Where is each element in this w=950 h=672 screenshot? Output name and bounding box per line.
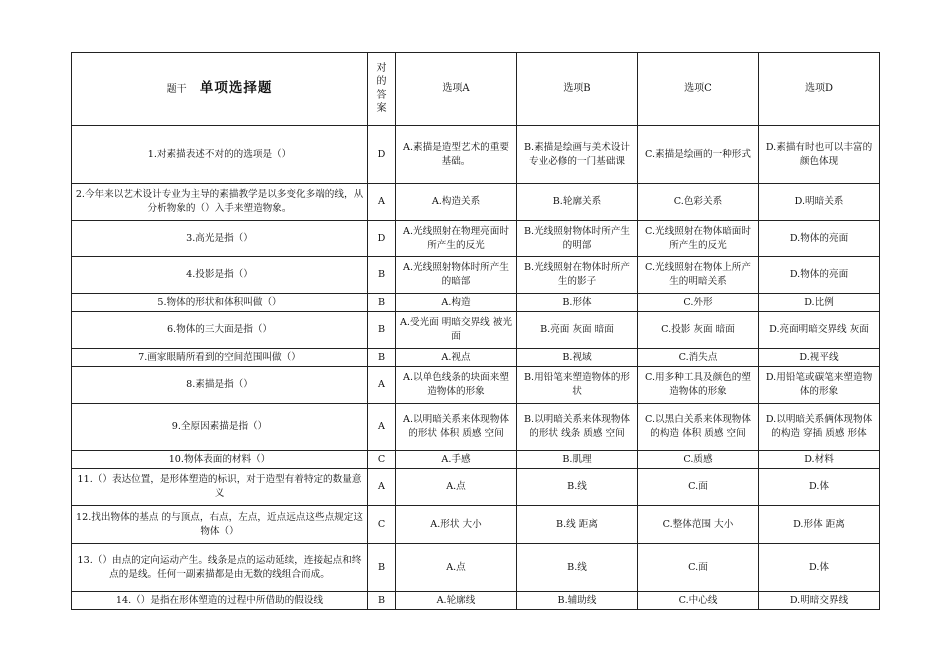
- header-answer: [368, 53, 396, 126]
- option-c: C.消失点: [638, 349, 759, 367]
- option-b: B.线: [517, 469, 638, 506]
- correct-answer: C: [368, 506, 396, 544]
- table-row: [72, 367, 880, 404]
- table-row: [72, 349, 880, 367]
- option-c: C.外形: [638, 294, 759, 312]
- option-d: D.体: [759, 469, 880, 506]
- option-b: B.轮廓关系: [517, 184, 638, 221]
- table-row: [72, 257, 880, 294]
- option-a: A.以单色线条的块面来塑造物体的形象: [396, 367, 517, 404]
- option-c: C.投影 灰面 暗面: [638, 312, 759, 349]
- option-c: C.光线照射在物体暗面时所产生的反光: [638, 221, 759, 257]
- option-c: C.素描是绘画的一种形式: [638, 126, 759, 184]
- question-stem: 1.对素描表述不对的的选项是（）: [72, 126, 368, 184]
- header-option-a: 选项A: [396, 53, 517, 126]
- question-stem: 8.素描是指（）: [72, 367, 368, 404]
- table-row: [72, 221, 880, 257]
- stem-label: 题干: [166, 84, 187, 96]
- option-a: A.素描是造型艺术的重要基础。: [396, 126, 517, 184]
- option-a: A.形状 大小: [396, 506, 517, 544]
- option-d: D.用铅笔或碳笔来塑造物体的形象: [759, 367, 880, 404]
- correct-answer: D: [368, 221, 396, 257]
- option-a: A.光线照射物体时所产生的暗部: [396, 257, 517, 294]
- correct-answer: B: [368, 592, 396, 610]
- option-a: A.光线照射在物理亮面时所产生的反光: [396, 221, 517, 257]
- option-d: D.材料: [759, 451, 880, 469]
- option-d: D.以明暗关系俩体现物体的构造 穿插 质感 形体: [759, 404, 880, 451]
- correct-answer: B: [368, 349, 396, 367]
- table-row: [72, 506, 880, 544]
- header-stem: [72, 53, 368, 126]
- question-stem: 6.物体的三大面是指（）: [72, 312, 368, 349]
- correct-answer: A: [368, 404, 396, 451]
- question-stem: 14.（）是指在形体塑造的过程中所借助的假设线: [72, 592, 368, 610]
- header-option-c: 选项C: [638, 53, 759, 126]
- option-b: B.线 距离: [517, 506, 638, 544]
- option-a: A.视点: [396, 349, 517, 367]
- option-c: C.以黑白关系来体现物体的构造 体积 质感 空间: [638, 404, 759, 451]
- option-d: D.比例: [759, 294, 880, 312]
- question-stem: 13.（）由点的定向运动产生。线条是点的运动延续，连接起点和终点的是线。任何一副素描都是由无数的线组合而成。: [72, 544, 368, 592]
- header-option-d: 选项D: [759, 53, 880, 126]
- correct-answer: D: [368, 126, 396, 184]
- table-row: [72, 312, 880, 349]
- option-a: A.构造: [396, 294, 517, 312]
- option-b: B.以明暗关系来体现物体的形状 线条 质感 空间: [517, 404, 638, 451]
- option-a: A.点: [396, 469, 517, 506]
- question-sheet: [71, 52, 879, 610]
- question-stem: 10.物体表面的材料（）: [72, 451, 368, 469]
- correct-answer: B: [368, 257, 396, 294]
- option-a: A.手感: [396, 451, 517, 469]
- option-d: D.明暗关系: [759, 184, 880, 221]
- option-a: A.轮廓线: [396, 592, 517, 610]
- option-d: D.体: [759, 544, 880, 592]
- correct-answer: A: [368, 469, 396, 506]
- option-c: C.质感: [638, 451, 759, 469]
- correct-answer: B: [368, 312, 396, 349]
- option-b: B.用铅笔来塑造物体的形状: [517, 367, 638, 404]
- question-stem: 2.今年来以艺术设计专业为主导的素描教学是以多变化多端的线，从分析物象的（）入手来塑造物象。: [72, 184, 368, 221]
- correct-answer: C: [368, 451, 396, 469]
- question-stem: 9.全原因素描是指（）: [72, 404, 368, 451]
- question-stem: 7.画家眼睛所看到的空间范围叫做（）: [72, 349, 368, 367]
- option-d: D.明暗交界线: [759, 592, 880, 610]
- option-b: B.形体: [517, 294, 638, 312]
- option-d: D.素描有时也可以丰富的颜色体现: [759, 126, 880, 184]
- correct-answer: A: [368, 184, 396, 221]
- header-option-b: 选项B: [517, 53, 638, 126]
- question-stem: 3.高光是指（）: [72, 221, 368, 257]
- table-row: [72, 592, 880, 610]
- table-row: [72, 404, 880, 451]
- option-a: A.点: [396, 544, 517, 592]
- option-c: C.用多种工具及颜色的塑造物体的形象: [638, 367, 759, 404]
- table-row: [72, 451, 880, 469]
- option-b: B.光线照射在物体时所产生的影子: [517, 257, 638, 294]
- header-row: [72, 53, 880, 126]
- table-row: [72, 294, 880, 312]
- choice-table: [71, 52, 880, 610]
- option-d: D.亮面明暗交界线 灰面: [759, 312, 880, 349]
- question-stem: 4.投影是指（）: [72, 257, 368, 294]
- option-c: C.光线照射在物体上所产生的明暗关系: [638, 257, 759, 294]
- answer-column-label: 对的答案: [376, 62, 387, 114]
- question-stem: 11.（）表达位置，是形体塑造的标识，对于造型有着特定的数量意义: [72, 469, 368, 506]
- table-row: [72, 469, 880, 506]
- option-d: D.视平线: [759, 349, 880, 367]
- option-b: B.素描是绘画与美术设计专业必修的一门基础课: [517, 126, 638, 184]
- correct-answer: A: [368, 367, 396, 404]
- option-a: A.构造关系: [396, 184, 517, 221]
- table-row: [72, 184, 880, 221]
- option-b: B.视域: [517, 349, 638, 367]
- option-d: D.物体的亮面: [759, 221, 880, 257]
- option-b: B.亮面 灰面 暗面: [517, 312, 638, 349]
- question-stem: 12.找出物体的基点 的与顶点，右点，左点，近点远点这些点规定这物体（）: [72, 506, 368, 544]
- option-a: A.以明暗关系来体现物体的形状 体积 质感 空间: [396, 404, 517, 451]
- option-c: C.中心线: [638, 592, 759, 610]
- option-c: C.色彩关系: [638, 184, 759, 221]
- option-c: C.整体范围 大小: [638, 506, 759, 544]
- option-b: B.光线照射物体时所产生的明部: [517, 221, 638, 257]
- section-title: 单项选择题: [199, 80, 273, 97]
- option-b: B.肌理: [517, 451, 638, 469]
- option-b: B.辅助线: [517, 592, 638, 610]
- table-row: [72, 544, 880, 592]
- option-d: D.物体的亮面: [759, 257, 880, 294]
- question-stem: 5.物体的形状和体积叫做（）: [72, 294, 368, 312]
- correct-answer: B: [368, 544, 396, 592]
- correct-answer: B: [368, 294, 396, 312]
- option-b: B.线: [517, 544, 638, 592]
- option-d: D.形体 距离: [759, 506, 880, 544]
- table-row: [72, 126, 880, 184]
- option-c: C.面: [638, 544, 759, 592]
- option-a: A.受光面 明暗交界线 被光面: [396, 312, 517, 349]
- option-c: C.面: [638, 469, 759, 506]
